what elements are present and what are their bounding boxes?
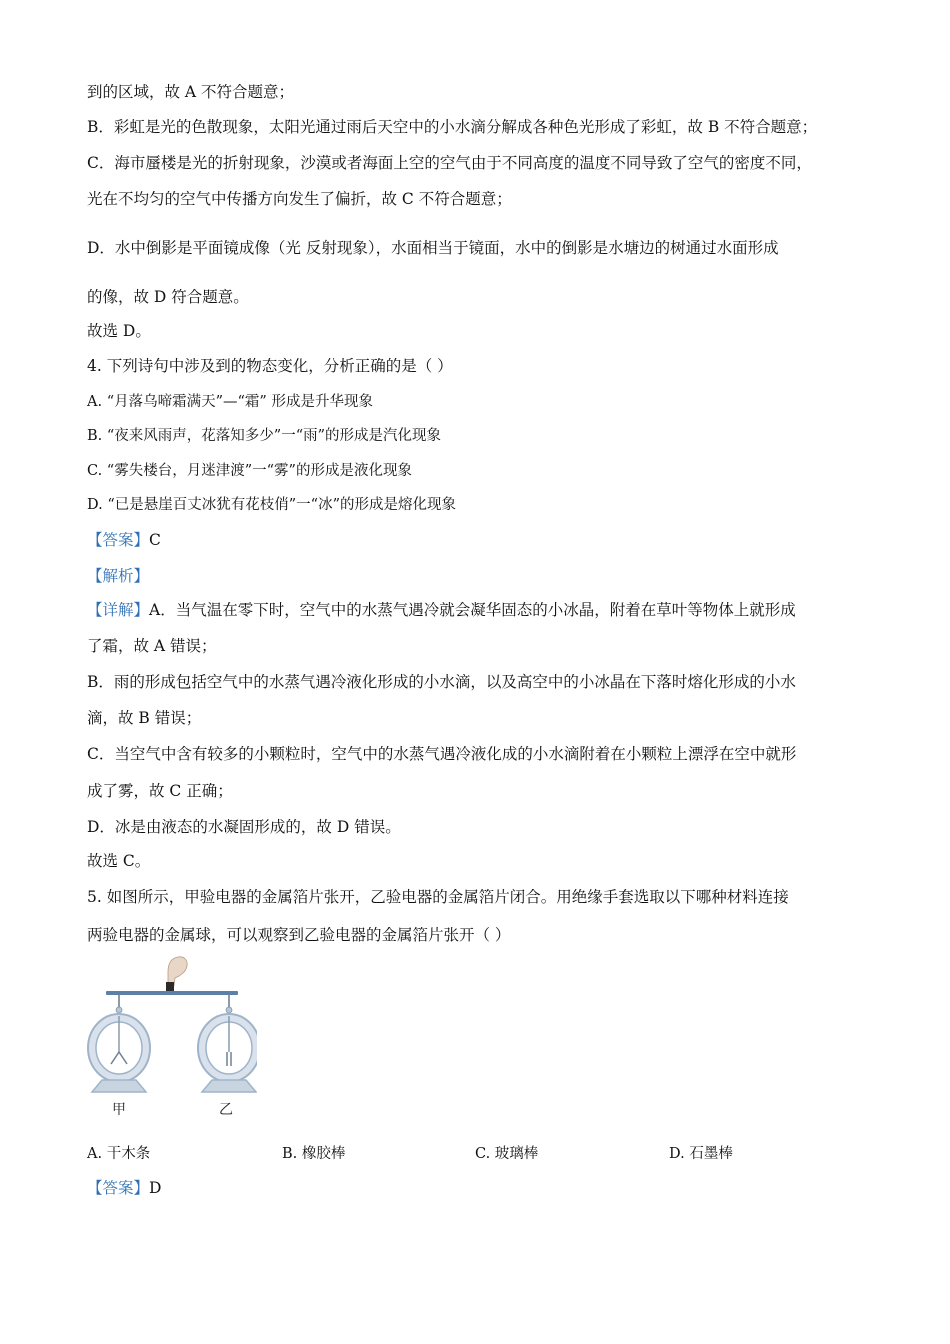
text-line: 光在不均匀的空气中传播方向发生了偏折，故 C 不符合题意； [87, 190, 512, 208]
question-stem: 4. 下列诗句中涉及到的物态变化，分析正确的是（ ） [87, 357, 453, 375]
label-jia: 甲 [112, 1102, 126, 1118]
text-line: 故选 C。 [87, 852, 151, 870]
analysis-line [87, 566, 149, 586]
text-line: 滴，故 B 错误； [87, 709, 202, 727]
answer-line [87, 530, 161, 550]
text-line: 了霜，故 A 错误； [87, 637, 217, 655]
answer-tag: 【答案】 [87, 1179, 150, 1197]
answer-tag: 【答案】 [87, 531, 150, 549]
hand-icon [166, 957, 187, 994]
electroscope-right [198, 995, 257, 1092]
option-d: D. “已是悬崖百丈冰犹有花枝俏”一“冰”的形成是熔化现象 [87, 497, 456, 513]
answer-value: D [149, 1179, 162, 1197]
question-stem: 两验电器的金属球，可以观察到乙验电器的金属箔片张开（ ） [87, 926, 511, 944]
text-line: B．彩虹是光的色散现象，太阳光通过雨后天空中的小水滴分解成各种色光形成了彩虹，故 B 不符合题意； [87, 118, 818, 136]
text-line: 故选 D。 [87, 322, 151, 340]
text-line: 的像，故 D 符合题意。 [87, 288, 249, 306]
text-line: C．当空气中含有较多的小颗粒时，空气中的水蒸气遇冷液化成的小水滴附着在小颗粒上漂浮在空中就形 [87, 745, 797, 763]
text-line: C．海市蜃楼是光的折射现象，沙漠或者海面上空的空气由于不同高度的温度不同导致了空气的密度不同， [87, 154, 812, 172]
electroscope-left [88, 995, 150, 1092]
detail-line [87, 600, 796, 620]
option-b: B. 橡胶棒 [282, 1146, 346, 1162]
option-b: B. “夜来风雨声，花落知多少”一“雨”的形成是汽化现象 [87, 428, 442, 444]
text-line: D．冰是由液态的水凝固形成的，故 D 错误。 [87, 818, 401, 836]
answer-line [87, 1178, 161, 1198]
option-c: C. “雾失楼台，月迷津渡”一“雾”的形成是液化现象 [87, 463, 412, 479]
text-line: B．雨的形成包括空气中的水蒸气遇冷液化形成的小水滴，以及高空中的小冰晶在下落时熔化形成的小水 [87, 673, 796, 691]
option-a: A. 干木条 [87, 1146, 151, 1162]
text-line: 成了雾，故 C 正确； [87, 782, 233, 800]
option-d: D. 石墨棒 [669, 1146, 733, 1162]
text-line: 到的区域，故 A 不符合题意； [87, 83, 295, 101]
analysis-tag: 【解析】 [87, 567, 150, 585]
detail-tag: 【详解】 [87, 601, 150, 619]
detail-text: A．当气温在零下时，空气中的水蒸气遇冷就会凝华固态的小冰晶，附着在草叶等物体上就形成 [149, 601, 796, 619]
label-yi: 乙 [219, 1102, 233, 1118]
option-a: A. “月落乌啼霜满天”—“霜” 形成是升华现象 [87, 394, 373, 410]
electroscope-diagram [82, 952, 257, 1122]
electroscope-figure [82, 952, 257, 1122]
question-stem: 5. 如图所示，甲验电器的金属箔片张开，乙验电器的金属箔片闭合。用绝缘手套选取以下哪种材料连接 [87, 888, 789, 906]
text-line: D．水中倒影是平面镜成像（光 反射现象），水面相当于镜面，水中的倒影是水塘边的树通过水面形成 [87, 239, 779, 257]
answer-value: C [149, 531, 161, 549]
option-c: C. 玻璃棒 [475, 1146, 539, 1162]
connecting-rod [106, 991, 238, 995]
